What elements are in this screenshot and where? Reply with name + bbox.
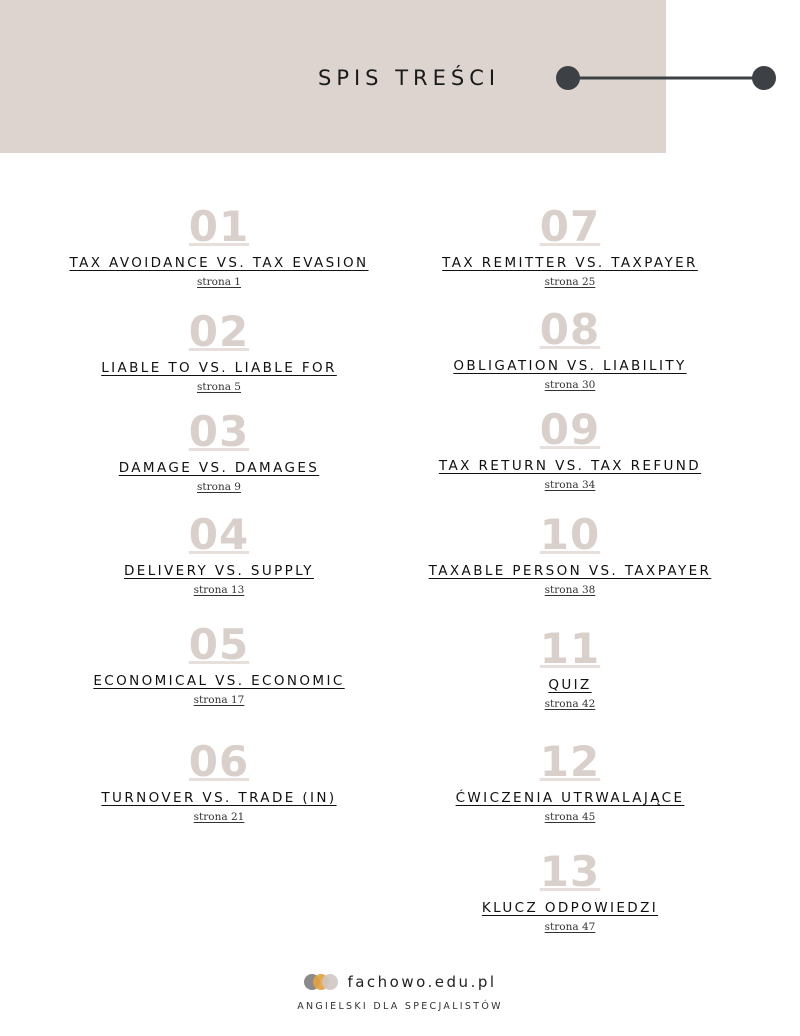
toc-number: 08 bbox=[539, 305, 601, 354]
toc-entry[interactable] bbox=[29, 510, 409, 596]
fachowo-logo-icon bbox=[303, 972, 339, 992]
toc-page-link[interactable]: strona 1 bbox=[197, 276, 241, 288]
toc-page-link[interactable]: strona 38 bbox=[544, 584, 596, 596]
toc-title-link[interactable]: TAX RETURN VS. TAX REFUND bbox=[438, 458, 702, 474]
toc-number: 11 bbox=[539, 624, 601, 673]
toc-page-link[interactable]: strona 5 bbox=[197, 381, 241, 393]
toc-title-link[interactable]: OBLIGATION VS. LIABILITY bbox=[453, 358, 687, 374]
page-title: SPIS TREŚCI bbox=[318, 66, 501, 90]
toc-entry[interactable] bbox=[29, 407, 409, 493]
toc-number: 13 bbox=[539, 847, 601, 896]
toc-title-link[interactable]: TAX AVOIDANCE VS. TAX EVASION bbox=[69, 255, 369, 271]
toc-number: 09 bbox=[539, 405, 601, 454]
toc-number: 04 bbox=[188, 510, 250, 559]
toc-entry[interactable] bbox=[380, 847, 760, 933]
toc-page-link[interactable]: strona 25 bbox=[544, 276, 596, 288]
toc-page-link[interactable]: strona 13 bbox=[193, 584, 245, 596]
toc-entry[interactable] bbox=[380, 405, 760, 491]
toc-title-link[interactable]: DAMAGE VS. DAMAGES bbox=[118, 460, 320, 476]
toc-number: 03 bbox=[188, 407, 250, 456]
toc-title-link[interactable]: ĆWICZENIA UTRWALAJĄCE bbox=[455, 790, 685, 806]
toc-title-link[interactable]: TURNOVER VS. TRADE (IN) bbox=[101, 790, 337, 806]
toc-page-link[interactable]: strona 42 bbox=[544, 698, 596, 710]
toc-entry[interactable] bbox=[29, 307, 409, 393]
toc-title-link[interactable]: DELIVERY VS. SUPPLY bbox=[124, 563, 314, 579]
toc-page-link[interactable]: strona 45 bbox=[544, 811, 596, 823]
toc-number: 06 bbox=[188, 737, 250, 786]
footer-brand[interactable] bbox=[303, 972, 496, 992]
footer-domain[interactable]: fachowo.edu.pl bbox=[347, 973, 497, 991]
toc-page-link[interactable]: strona 30 bbox=[544, 379, 596, 391]
toc-entry[interactable] bbox=[380, 737, 760, 823]
toc-entry[interactable] bbox=[380, 202, 760, 288]
toc-number: 12 bbox=[539, 737, 601, 786]
toc-number: 05 bbox=[188, 620, 250, 669]
footer-tagline: ANGIELSKI DLA SPECJALISTÓW bbox=[297, 1001, 503, 1012]
toc-number: 01 bbox=[188, 202, 250, 251]
toc-title-link[interactable]: QUIZ bbox=[548, 677, 592, 693]
toc-number: 02 bbox=[188, 307, 250, 356]
toc-number: 07 bbox=[539, 202, 601, 251]
toc-page-link[interactable]: strona 17 bbox=[193, 694, 245, 706]
toc-page-link[interactable]: strona 9 bbox=[197, 481, 241, 493]
toc-entry[interactable] bbox=[29, 620, 409, 706]
toc-title-link[interactable]: TAXABLE PERSON VS. TAXPAYER bbox=[428, 563, 712, 579]
toc-entry[interactable] bbox=[380, 305, 760, 391]
toc-page-link[interactable]: strona 47 bbox=[544, 921, 596, 933]
toc-title-link[interactable]: ECONOMICAL VS. ECONOMIC bbox=[93, 673, 345, 689]
footer bbox=[0, 972, 800, 1012]
toc-entry[interactable] bbox=[29, 737, 409, 823]
toc-page-link[interactable]: strona 21 bbox=[193, 811, 245, 823]
toc-page-link[interactable]: strona 34 bbox=[544, 479, 596, 491]
toc-title-link[interactable]: TAX REMITTER VS. TAXPAYER bbox=[442, 255, 698, 271]
toc-number: 10 bbox=[539, 510, 601, 559]
toc-title-link[interactable]: KLUCZ ODPOWIEDZI bbox=[481, 900, 659, 916]
toc-entry[interactable] bbox=[380, 624, 760, 710]
toc-entry[interactable] bbox=[380, 510, 760, 596]
toc-title-link[interactable]: LIABLE TO VS. LIABLE FOR bbox=[101, 360, 337, 376]
toc-entry[interactable] bbox=[29, 202, 409, 288]
decorative-line-icon bbox=[554, 64, 778, 92]
